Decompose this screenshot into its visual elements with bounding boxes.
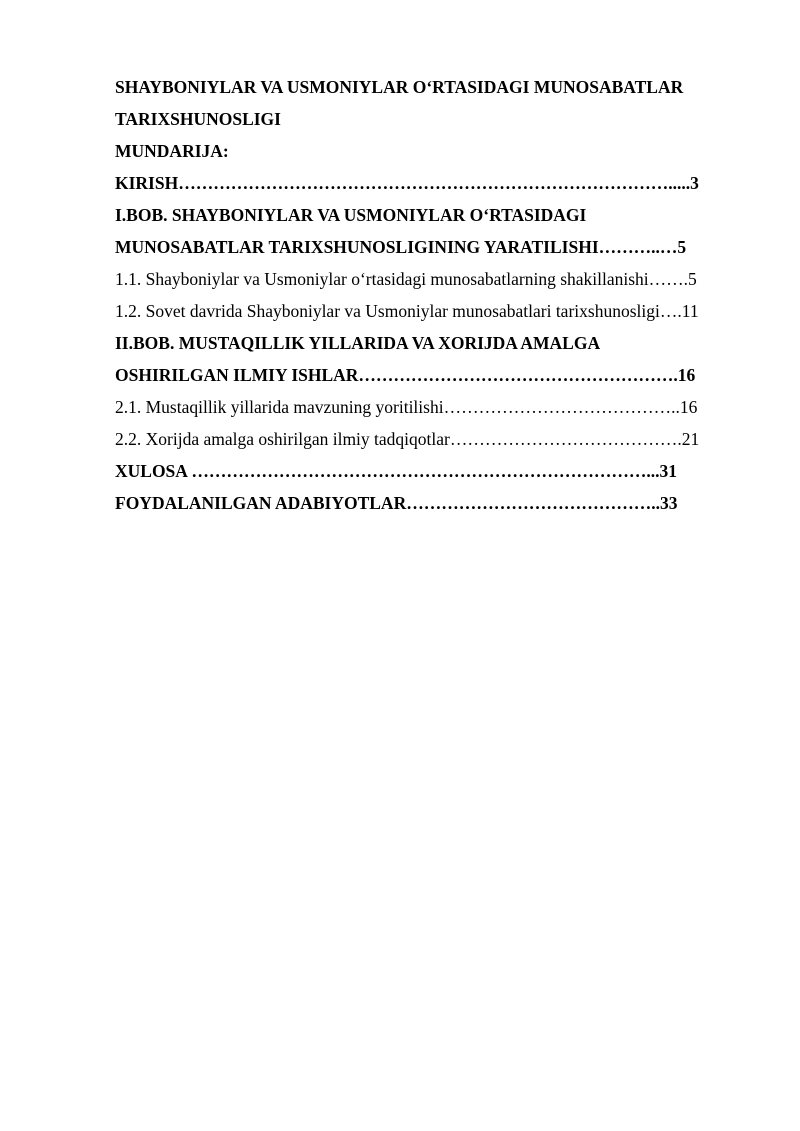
toc-entry-chapter-1-line-2: MUNOSABATLAR TARIXSHUNOSLIGINING YARATILISHI………..…5: [115, 237, 687, 257]
toc-entry-chapter-2-line-1: II.BOB. MUSTAQILLIK YILLARIDA VA XORIJDA AMALGA: [115, 333, 601, 353]
document-title-line-1: SHAYBONIYLAR VA USMONIYLAR O‘RTASIDAGI MUNOSABATLAR: [115, 77, 684, 97]
document-page: [115, 71, 745, 519]
toc-entry-section-2-2: 2.2. Xorijda amalga oshirilgan ilmiy tadqiqotlar………………………………….21: [115, 429, 700, 449]
toc-entry-section-2-1: 2.1. Mustaqillik yillarida mavzuning yoritilishi…………………………………..16: [115, 397, 698, 417]
toc-entry-section-1-1: 1.1. Shayboniylar va Usmoniylar o‘rtasidagi munosabatlarning shakillanishi…….5: [115, 269, 697, 289]
toc-entry-intro: KIRISH………………………………………………………………………….....3: [115, 173, 699, 193]
toc-entry-chapter-2-line-2: OSHIRILGAN ILMIY ISHLAR……………………………………………….16: [115, 365, 696, 385]
contents-heading: MUNDARIJA:: [115, 141, 229, 161]
toc-entry-section-1-2: 1.2. Sovet davrida Shayboniylar va Usmoniylar munosabatlari tarixshunosligi….11: [115, 301, 699, 321]
document-title-line-2: TARIXSHUNOSLIGI: [115, 109, 281, 129]
toc-entry-chapter-1-line-1: I.BOB. SHAYBONIYLAR VA USMONIYLAR O‘RTASIDAGI: [115, 205, 587, 225]
toc-entry-references: FOYDALANILGAN ADABIYOTLAR……………………………………..33: [115, 493, 678, 513]
toc-entry-conclusion: XULOSA ……………………………………………………………………...31: [115, 461, 677, 481]
